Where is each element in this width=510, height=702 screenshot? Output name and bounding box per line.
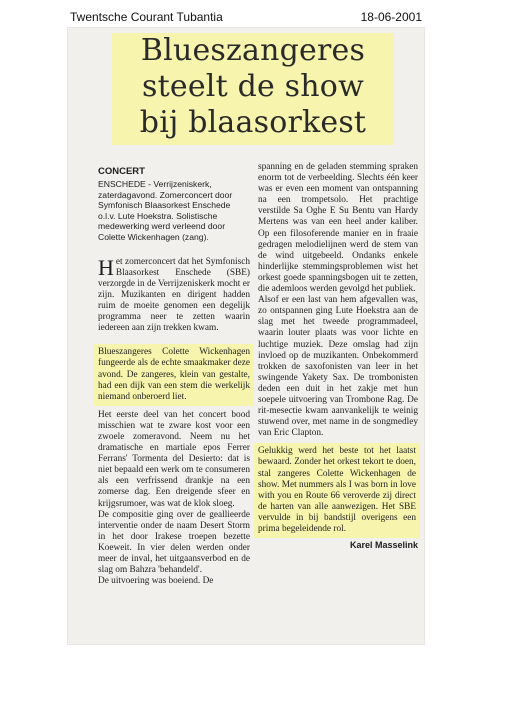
author-byline: Karel Masselink [349, 540, 418, 551]
newspaper-name: Twentsche Courant Tubantia [70, 10, 223, 24]
publication-date: 18-06-2001 [360, 10, 422, 24]
section-kicker: CONCERT [98, 166, 145, 177]
paragraph-1 [98, 254, 250, 335]
paragraph-5: Alsof er een last van hem afgevallen was, zo ontspannen ging Lute Hoekstra aan de slag met het tweede programmadeel, waarin louter plaats was voor lichte en luchtige muziek. Deze omslag had zijn invloed op de muzikanten. Onbekommerd trokken de saxofonisten van leer in het swingende Yakety Sax. De trombonisten deden een duit in het zakje met hun soepele uitvoering van Trombone Rag. De rit-mesectie kwam aanvankelijk te weinig stuwend over, met name in de songmedley van Eric Clapton. [258, 295, 418, 439]
highlighted-passage-2: Gelukkig werd het beste tot het laatst bewaard. Zonder het orkest tekort te doen, stal zangeres Colette Wickenhagen de show. Met nummers als I was born in love with you en Route 66 veroverde zij direct de harten van alle aanwezigen. Het SBE vervulde in bij bandstijl overigens een prima begeleidende rol. [254, 443, 420, 538]
article-column-left [98, 162, 250, 587]
drop-cap: H [98, 254, 114, 280]
headline-line-2: steelt de show [142, 69, 364, 104]
paragraph-1-text: et zomerconcert dat het Symfonisch Blaasorkest Enschede (SBE) verzorgde in de Verrijzeniskerk mocht er zijn. Muzikanten en dirigent hadden ruim de moeite genomen een degelijk programma neer te zetten waarin iedereen aan zijn trekken kwam. [98, 256, 250, 334]
page-header [70, 10, 422, 24]
article-column-right [258, 162, 418, 551]
headline-line-3: bij blaasorkest [139, 105, 367, 140]
highlighted-passage-1: Blueszangeres Colette Wickenhagen fungeerde als de echte smaakmaker deze avond. De zangeres, klein van gestalte, had een dijk van een stem die werkelijk niemand onberoerd liet. [94, 344, 254, 405]
paragraph-4-start: De uitvoering was boeiend. De [98, 576, 214, 587]
headline-line-1: Blueszangeres [140, 33, 366, 68]
paragraph-3: De compositie ging over de geallieerde interventie onder de naam Desert Storm in het door Irakese troepen bezette Koeweit. In vier delen werden onder meer de inval, het uitgaansverbod en de slag om Bahzra 'behandeld'. [98, 509, 250, 576]
headline-box [112, 33, 394, 145]
paragraph-4-continued: spanning en de geladen stemming spraken enorm tot de verbeelding. Slechts één keer was er even een moment van ontspanning na een trompetsolo. Het prachtige verstilde Sa Oghe E Su Bentu van Hardy Mertens was van een heel ander kaliber. Op een filosoferende manier en in fraaie gedragen melodielijnen werd de stem van de wind uitgebeeld. Ondanks enkele hinderlijke stemmingsproblemen wist het orkest goede spanningsbogen uit te zetten, die ademloos werden gevolgd het publiek. [258, 162, 418, 295]
article-lead: ENSCHEDE - Verrijzeniskerk, zaterdagavond. Zomerconcert door Symfonisch Blaasorkest Enschede o.l.v. Lute Hoekstra. Solistische medewerking werd verleend door Colette Wickenhagen (zang). [98, 179, 233, 243]
paragraph-2: Het eerste deel van het concert bood misschien wat te zware kost voor een zwoele zomeravond. Neem nu het dramatische en martiale epos Ferrer Ferrans' Tormenta del Desierto: dat is niet bepaald een werk om te consumeren als een verfrissend drankje na een zomerse dag. Een dreigende sfeer en krijgsrumoer, was wat de klok sloeg. [98, 409, 250, 509]
